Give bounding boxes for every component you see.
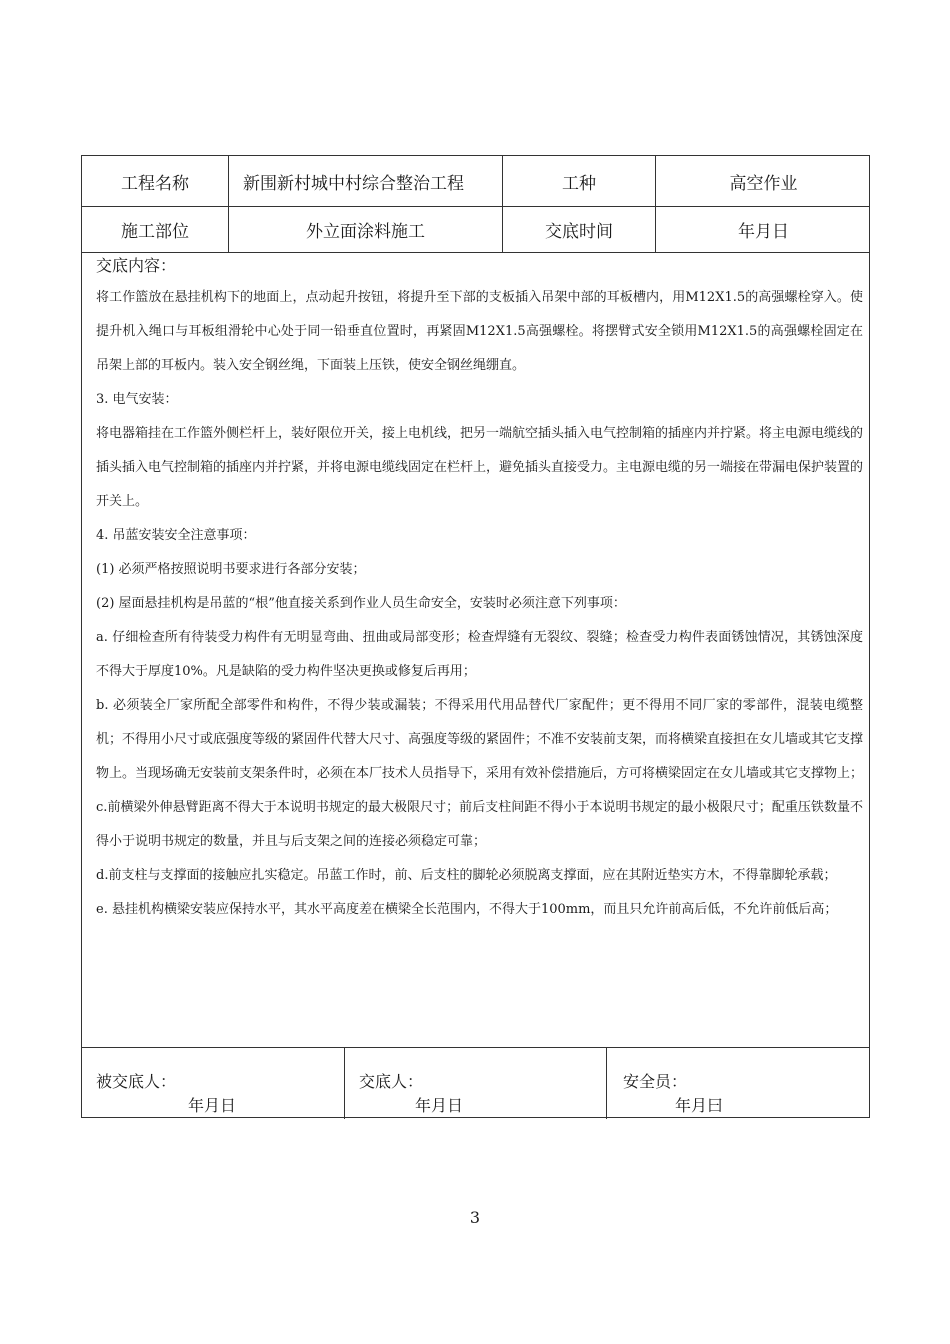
content-paragraph: 4. 吊蓝安装安全注意事项： — [96, 528, 256, 543]
safety-officer-label: 安全员： — [623, 1072, 688, 1091]
recipient-label: 被交底人： — [96, 1072, 177, 1091]
date-value: 年月日 — [738, 222, 789, 242]
safety-officer-signature-cell — [607, 1048, 871, 1119]
discloser-signature-cell — [345, 1048, 607, 1119]
content-paragraph: 3. 电气安装： — [96, 392, 178, 407]
content-paragraph: b. 必须装全厂家所配全部零件和构件，不得少装或漏装；不得采用代用品替代厂家配件；更不得用不同厂家的零部件，混装电缆整机；不得用小尺寸或底强度等级的紧固件代替大尺寸、高强度等级的紧固件；不准不安装前支架，而将横梁直接担在女儿墙或其它支撑物上。当现场确无安装前支架条件时，必须在本厂技术人员指导下，采用有效补偿措施后，方可将横梁固定在女儿墙或其它支撑物上； — [96, 698, 864, 781]
content-paragraph: (1) 必须严格按照说明书要求进行各部分安装； — [96, 562, 366, 577]
discloser-date: 年月日 — [415, 1096, 464, 1115]
content-paragraph: 将电器箱挂在工作篮外侧栏杆上，装好限位开关，接上电机线，把另一端航空插头插入电气控制箱的插座内并拧紧。将主电源电缆线的插头插入电气控制箱的插座内并拧紧，并将电源电缆线固定在栏杆上，避免插头直接受力。主电源电缆的另一端接在带漏电保护装置的开关上。 — [96, 426, 864, 509]
content-paragraph: e. 悬挂机构横梁安装应保持水平，其水平高度差在横梁全长范围内，不得大于100mm，而且只允许前高后低，不允许前低后高； — [96, 902, 838, 917]
work-type-value: 高空作业 — [729, 173, 798, 194]
content-paragraph: d.前支柱与支撑面的接触应扎实稳定。吊蓝工作时，前、后支柱的脚轮必须脱离支撑面，应在其附近垫实方木，不得靠脚轮承载； — [96, 868, 837, 883]
content-title: 交底内容： — [96, 256, 177, 275]
location-label: 施工部位 — [82, 207, 229, 252]
page-number: 3 — [469, 1208, 481, 1227]
content-paragraph: c.前横梁外伸悬臂距离不得大于本说明书规定的最大极限尺寸；前后支柱间距不得小于本说明书规定的最小极限尺寸；配重压铁数量不得小于说明书规定的数量，并且与后支架之间的连接必须稳定可靠； — [96, 800, 863, 849]
project-name-value: 新围新村城中村综合整治工程 — [229, 156, 503, 206]
recipient-signature-cell — [82, 1048, 345, 1119]
content-paragraph: (2) 屋面悬挂机构是吊蓝的“根”他直接关系到作业人员生命安全，安装时必须注意下列事项： — [96, 596, 626, 611]
recipient-date: 年月日 — [188, 1096, 237, 1115]
header-row-2 — [82, 207, 869, 253]
date-label: 交底时间 — [503, 207, 656, 252]
location-value: 外立面涂料施工 — [229, 207, 503, 252]
safety-officer-date: 年月曰 — [675, 1096, 724, 1115]
content-paragraph: a. 仔细检查所有待装受力构件有无明显弯曲、扭曲或局部变形；检查焊缝有无裂纹、裂缝；检查受力构件表面锈蚀情况，其锈蚀深度不得大于厚度10%。凡是缺陷的受力构件坚决更换或修复后再用； — [96, 630, 863, 679]
signature-row — [82, 1048, 869, 1119]
content-paragraph: 将工作篮放在悬挂机构下的地面上，点动起升按钮，将提升至下部的支板插入吊架中部的耳板槽内，用M12X1.5的高强螺栓穿入。使提升机入绳口与耳板组滑轮中心处于同一铅垂直位置时，再紧固M12X1.5高强螺栓。将摆臂式安全锁用M12X1.5的高强螺栓固定在吊架上部的耳板内。装入安全钢丝绳，下面装上压铁，使安全钢丝绳绷直。 — [96, 290, 863, 373]
project-name-label: 工程名称 — [82, 156, 229, 206]
disclosure-content — [82, 253, 869, 1048]
discloser-label: 交底人： — [359, 1072, 424, 1091]
work-type-label: 工种 — [503, 156, 656, 206]
header-row-1 — [82, 156, 869, 207]
disclosure-form — [81, 155, 870, 1118]
